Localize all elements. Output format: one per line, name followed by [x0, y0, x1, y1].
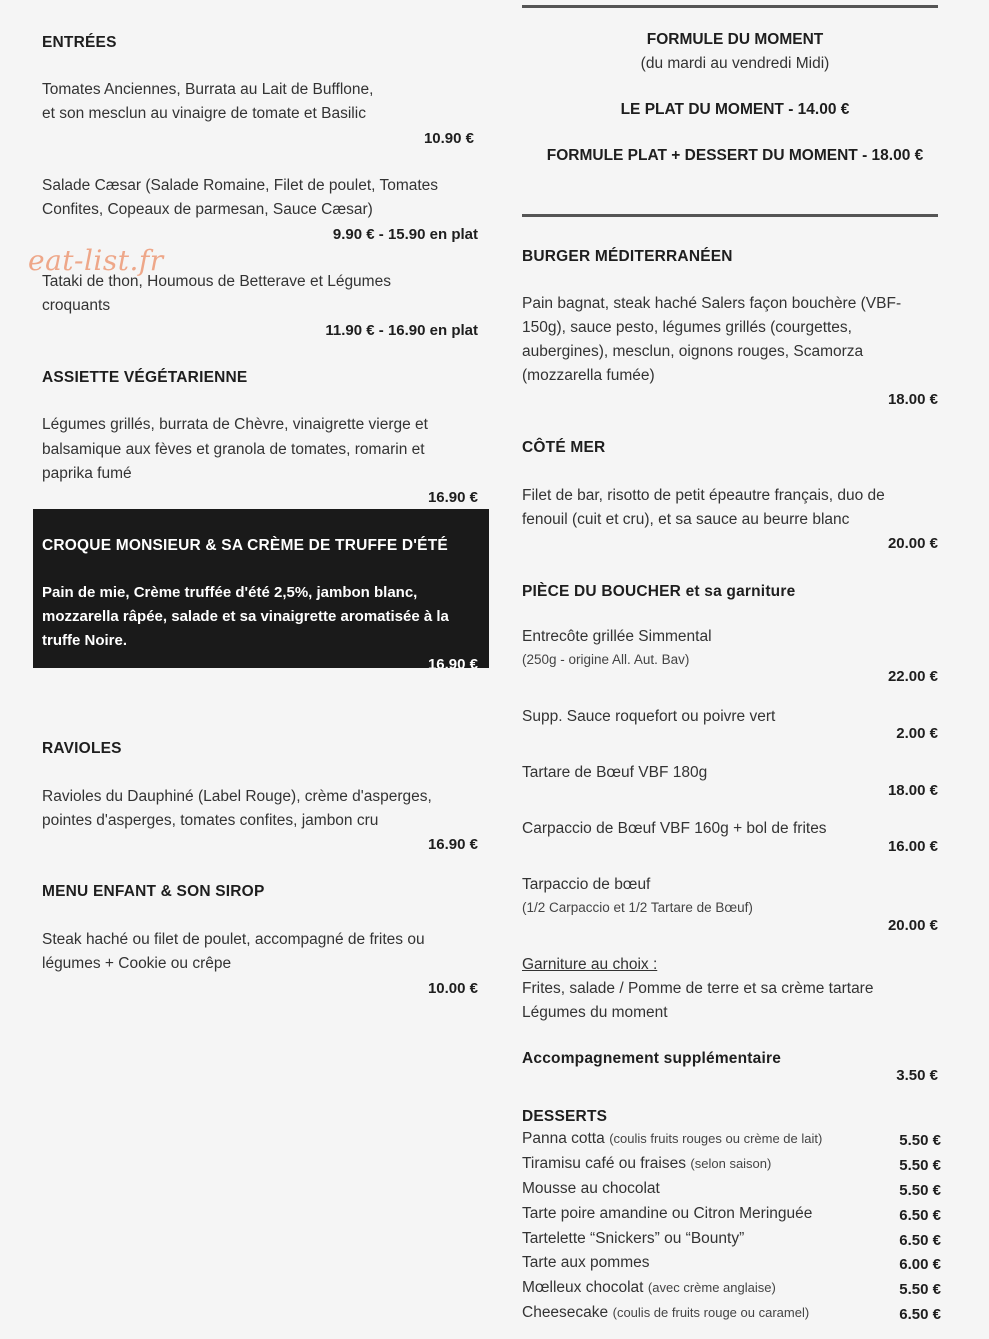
- entree-1-price: 10.90 €: [423, 130, 474, 147]
- entrecote-name: Entrecôte grillée Simmental: [522, 628, 712, 645]
- formule-bottom-rule: [522, 214, 938, 217]
- tarpaccio-note: (1/2 Carpaccio et 1/2 Tartare de Bœuf): [522, 900, 753, 915]
- entree-1-line2: et son mesclun au vinaigre de tomate et Basilic: [42, 105, 366, 122]
- dessert-name: Tartelette “Snickers” ou “Bounty”: [522, 1230, 745, 1247]
- dessert-note: (avec crème anglaise): [647, 1280, 776, 1295]
- ravioles-price: 16.90 €: [427, 836, 478, 853]
- dessert-item: [522, 1254, 941, 1278]
- enfant-line1: Steak haché ou filet de poulet, accompagné de frites ou: [42, 931, 425, 948]
- dessert-item: [522, 1180, 941, 1204]
- dessert-note: (coulis de fruits rouge ou caramel): [612, 1305, 810, 1320]
- dessert-name: Mousse au chocolat: [522, 1180, 660, 1197]
- entree-3-price: 11.90 € - 16.90 en plat: [325, 322, 478, 339]
- formule-plat-dessert: [522, 147, 948, 165]
- supp-sauce-price: 2.00 €: [896, 725, 938, 742]
- boucher-title: PIÈCE DU BOUCHER et sa garniture: [522, 583, 796, 600]
- enfant-price: 10.00 €: [427, 980, 478, 997]
- vegetarienne-price: 16.90 €: [427, 489, 478, 506]
- dessert-price: 5.50 €: [899, 1281, 941, 1298]
- dessert-price: 6.50 €: [899, 1207, 941, 1224]
- dessert-name: Panna cotta: [522, 1130, 605, 1147]
- supp-sauce: Supp. Sauce roquefort ou poivre vert: [522, 708, 776, 725]
- formule-title: [522, 31, 948, 49]
- burger-title: BURGER MÉDITERRANÉEN: [522, 248, 733, 265]
- watermark-logo: eat-list.fr: [28, 244, 164, 277]
- dessert-item: [522, 1130, 941, 1154]
- vegetarienne-title: ASSIETTE VÉGÉTARIENNE: [42, 369, 248, 386]
- desserts-title: DESSERTS: [522, 1108, 608, 1125]
- dessert-item: [522, 1205, 941, 1229]
- dessert-price: 5.50 €: [899, 1132, 941, 1149]
- plat-du-moment-text: LE PLAT DU MOMENT - 14.00 €: [620, 101, 850, 118]
- entree-2-line2: Confites, Copeaux de parmesan, Sauce Cæsar): [42, 201, 373, 218]
- formule-subtitle-text: (du mardi au vendredi Midi): [640, 55, 830, 72]
- entree-1-line1: Tomates Anciennes, Burrata au Lait de Bufflone,: [42, 81, 374, 98]
- vegetarienne-line3: paprika fumé: [42, 465, 132, 482]
- tarpaccio-name: Tarpaccio de bœuf: [522, 876, 651, 893]
- dessert-price: 6.50 €: [899, 1232, 941, 1249]
- croque-title: CROQUE MONSIEUR & SA CRÈME DE TRUFFE D'ÉTÉ: [42, 537, 448, 554]
- croque-line1: Pain de mie, Crème truffée d'été 2,5%, jambon blanc,: [42, 584, 418, 601]
- enfant-title: MENU ENFANT & SON SIROP: [42, 883, 265, 900]
- dessert-price: 6.00 €: [899, 1256, 941, 1273]
- dessert-name: Tiramisu café ou fraises: [522, 1155, 686, 1172]
- dessert-name: Mœlleux chocolat: [522, 1279, 644, 1296]
- dessert-price: 5.50 €: [899, 1157, 941, 1174]
- cote-mer-price: 20.00 €: [887, 535, 938, 552]
- formule-title-text: FORMULE DU MOMENT: [646, 31, 824, 48]
- burger-line1: Pain bagnat, steak haché Salers façon bouchère (VBF-: [522, 295, 902, 312]
- dessert-price: 6.50 €: [899, 1306, 941, 1323]
- dessert-name: Cheesecake: [522, 1304, 609, 1321]
- dessert-note: (coulis fruits rouges ou crème de lait): [609, 1131, 823, 1146]
- dessert-name: Tarte aux pommes: [522, 1254, 650, 1271]
- dessert-name: Tarte poire amandine ou Citron Meringuée: [522, 1205, 813, 1222]
- formule-subtitle: [522, 52, 948, 76]
- accompagnement-price: 3.50 €: [896, 1067, 938, 1084]
- tartare-name: Tartare de Bœuf VBF 180g: [522, 764, 708, 781]
- tarpaccio-price: 20.00 €: [887, 917, 938, 934]
- vegetarienne-line1: Légumes grillés, burrata de Chèvre, vinaigrette vierge et: [42, 416, 428, 433]
- dessert-item: [522, 1304, 941, 1328]
- ravioles-line2: pointes d'asperges, tomates confites, jambon cru: [42, 812, 379, 829]
- ravioles-title: RAVIOLES: [42, 740, 122, 757]
- burger-line2: 150g), sauce pesto, légumes grillés (courgettes,: [522, 319, 852, 336]
- vegetarienne-line2: balsamique aux fèves et granola de tomates, romarin et: [42, 441, 425, 458]
- garniture-line2: Légumes du moment: [522, 1004, 668, 1021]
- entrecote-note: (250g - origine All. Aut. Bav): [522, 652, 690, 667]
- cote-mer-line1: Filet de bar, risotto de petit épeautre français, duo de: [522, 487, 885, 504]
- croque-line3: truffe Noire.: [42, 632, 128, 649]
- entrees-title: ENTRÉES: [42, 34, 117, 51]
- entree-3-line2: croquants: [42, 297, 111, 314]
- accompagnement-title: Accompagnement supplémentaire: [522, 1050, 782, 1067]
- burger-price: 18.00 €: [887, 391, 938, 408]
- dessert-item: [522, 1230, 941, 1254]
- enfant-line2: légumes + Cookie ou crêpe: [42, 955, 232, 972]
- burger-line4: (mozzarella fumée): [522, 367, 655, 384]
- entree-2-line1: Salade Cæsar (Salade Romaine, Filet de poulet, Tomates: [42, 177, 439, 194]
- plat-du-moment: [522, 101, 948, 119]
- carpaccio-price: 16.00 €: [887, 838, 938, 855]
- garniture-line1: Frites, salade / Pomme de terre et sa crème tartare: [522, 980, 874, 997]
- formule-plat-dessert-text: FORMULE PLAT + DESSERT DU MOMENT - 18.00 €: [546, 147, 924, 164]
- entree-3-line1: Tataki de thon, Houmous de Betterave et Légumes: [42, 273, 391, 290]
- croque-line2: mozzarella râpée, salade et sa vinaigrette aromatisée à la: [42, 608, 449, 625]
- entrecote-price: 22.00 €: [887, 668, 938, 685]
- dessert-note: (selon saison): [690, 1156, 772, 1171]
- dessert-item: [522, 1279, 941, 1303]
- burger-line3: aubergines), mesclun, oignons rouges, Scamorza: [522, 343, 864, 360]
- garniture-title: Garniture au choix :: [522, 956, 658, 973]
- cote-mer-line2: fenouil (cuit et cru), et sa sauce au beurre blanc: [522, 511, 850, 528]
- ravioles-line1: Ravioles du Dauphiné (Label Rouge), crème d'asperges,: [42, 788, 432, 805]
- formule-top-rule: [522, 5, 938, 8]
- dessert-item: [522, 1155, 941, 1179]
- croque-price: 16.90 €: [427, 656, 478, 668]
- carpaccio-name: Carpaccio de Bœuf VBF 160g + bol de frites: [522, 820, 827, 837]
- cote-mer-title: CÔTÉ MER: [522, 439, 606, 456]
- tartare-price: 18.00 €: [887, 782, 938, 799]
- entree-2-price: 9.90 € - 15.90 en plat: [332, 226, 478, 243]
- dessert-price: 5.50 €: [899, 1182, 941, 1199]
- croque-monsieur-box: [33, 509, 489, 668]
